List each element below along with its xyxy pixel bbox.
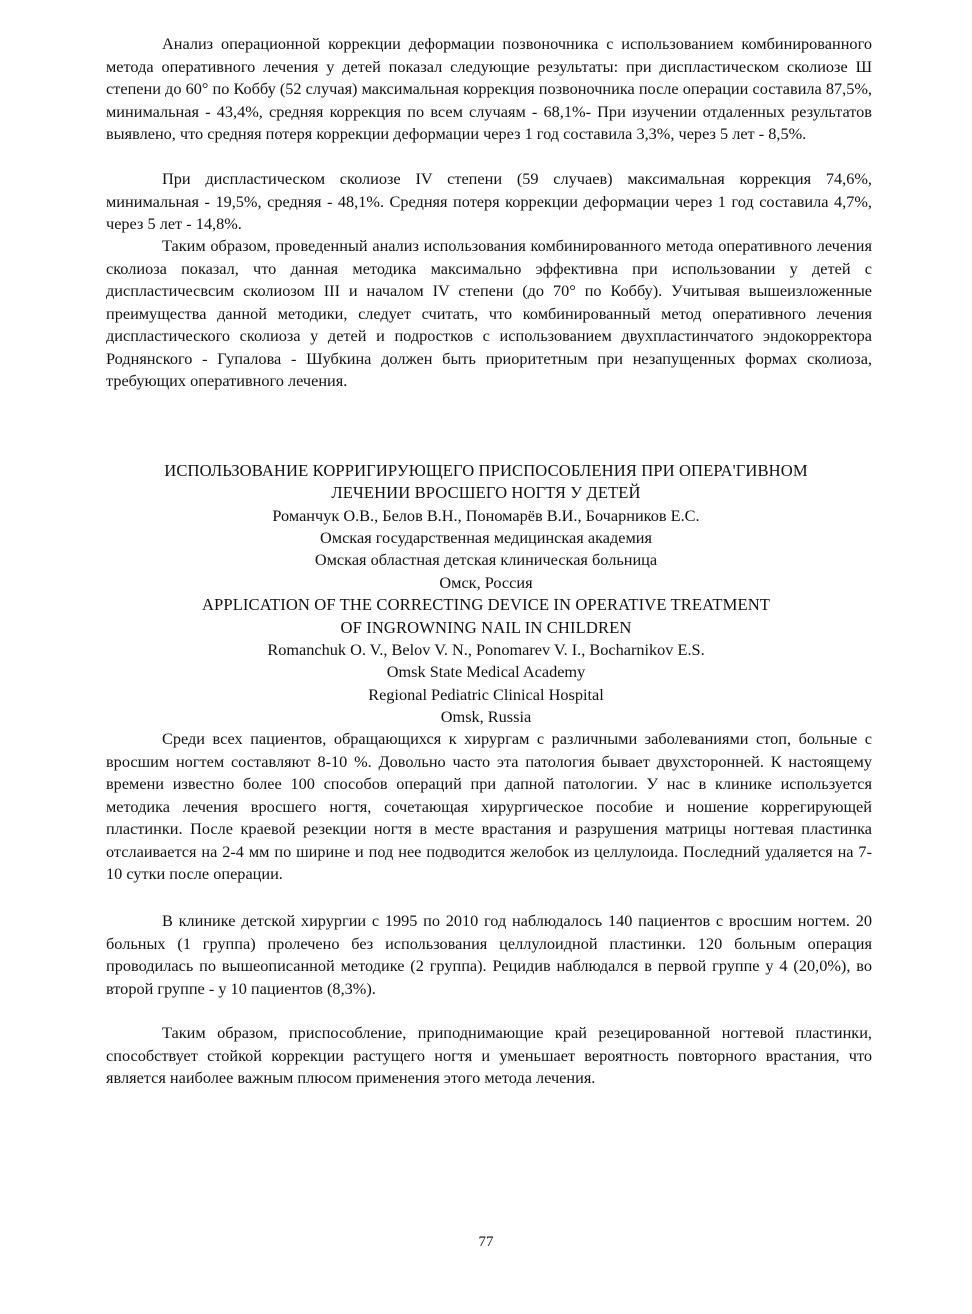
article-title-ru-line2: ЛЕЧЕНИИ ВРОСШЕГО НОГТЯ У ДЕТЕЙ	[331, 483, 641, 502]
city-ru: Омск, Россия	[439, 573, 533, 592]
city-en: Omsk, Russia	[440, 707, 532, 726]
paragraph-ingrown-results: В клинике детской хирургии с 1995 по 2010 год наблюдалось 140 пациентов с вросшим ногтем. 20 больных (1 группа) пролечено без использования целлулоидной пластинки. 120 больным операция проводилась по вышеописанной методике (2 группа). Рецидив наблюдался в первой группе у 4 (20,0%), во второй группе - у 10 пациентов (8,3%).	[106, 911, 872, 998]
affiliation-en-hospital: Regional Pediatric Clinical Hospital	[368, 685, 604, 704]
affiliation-en-academy: Omsk State Medical Academy	[386, 662, 586, 681]
page-number: 77	[478, 1234, 494, 1250]
article-title-ru-line1: ИСПОЛЬЗОВАНИЕ КОРРИГИРУЮЩЕГО ПРИСПОСОБЛЕНИЯ ПРИ ОПЕРА'ГИВНОМ	[164, 461, 808, 480]
paragraph-scoliosis-conclusion: Таким образом, проведенный анализ использования комбинированного метода оперативного лечения сколиоза показал, что данная методика максимально эффективна при использовании у детей с диспластичесвсим сколиозом III и началом IV степени (до 70° по Коббу). Учитывая вышеизложенные преимущества данной методики, следует считать, что комбинированный метод оперативного лечения диспластического сколиоза у детей и подростков с использованием двухпластинчатого эндокорректора Роднянского - Гупалова - Шубкина должен быть приоритетным при незапущенных формах сколиоза, требующих оперативного лечения.	[106, 236, 872, 390]
paragraph-scoliosis-results: Анализ операционной коррекции деформации позвоночника с использованием комбинированного метода оперативного лечения у детей показал следующие результаты: при диспластическом сколиозе Ш степени до 60° по Коббу (52 случая) максимальная коррекция позвоночника после операции составила 87,5%, минимальная - 43,4%, средняя коррекция по всем случаям - 68,1%- При изучении отдаленных результатов выявлено, что средняя потеря коррекции деформации через 1 год составила 3,3%, через 5 лет - 8,5%.	[106, 34, 872, 143]
authors-en: Romanchuk O. V., Belov V. N., Ponomarev V. I., Bocharnikov E.S.	[267, 640, 705, 659]
authors-ru: Романчук О.В., Белов В.Н., Пономарёв В.И., Бочарников Е.С.	[272, 506, 700, 525]
article-title-en-line1: APPLICATION OF THE CORRECTING DEVICE IN OPERATIVE TREATMENT	[201, 595, 771, 614]
affiliation-ru-hospital: Омская областная детская клиническая больница	[314, 550, 658, 569]
affiliation-ru-academy: Омская государственная медицинская академия	[320, 528, 652, 547]
paragraph-ingrown-intro: Среди всех пациентов, обращающихся к хирургам с различными заболеваниями стоп, больные с вросшим ногтем составляют 8-10 %. Довольно часто эта патология бывает двухсторонней. К настоящему времени известно более 100 способов операций при дапной патологии. У нас в клинике используется методика лечения вросшего ногтя, сочетающая хирургическое пособие и ношение коррегирующей пластинки. После краевой резекции ногтя в месте врастания и разрушения матрицы ногтевая пластинка отслаивается на 2-4 мм по ширине и под нее подводится желобок из целлулоида. Последний удаляется на 7-10 сутки после операции.	[106, 729, 872, 883]
paragraph-ingrown-conclusion: Таким образом, приспособление, приподнимающие край резецированной ногтевой пластинки, способствует стойкой коррекции растущего ногтя и уменьшает вероятность повторного врастания, что является наиболее важным плюсом применения этого метода лечения.	[106, 1023, 872, 1087]
paragraph-scoliosis-grade-iv: При диспластическом сколиозе IV степени (59 случаев) максимальная коррекция 74,6%, минимальная - 19,5%, средняя - 48,1%. Средняя потеря коррекции деформации через 1 год составила 4,7%, через 5 лет - 14,8%.	[106, 169, 872, 233]
article-title-en-line2: OF INGROWNING NAIL IN CHILDREN	[340, 618, 632, 637]
